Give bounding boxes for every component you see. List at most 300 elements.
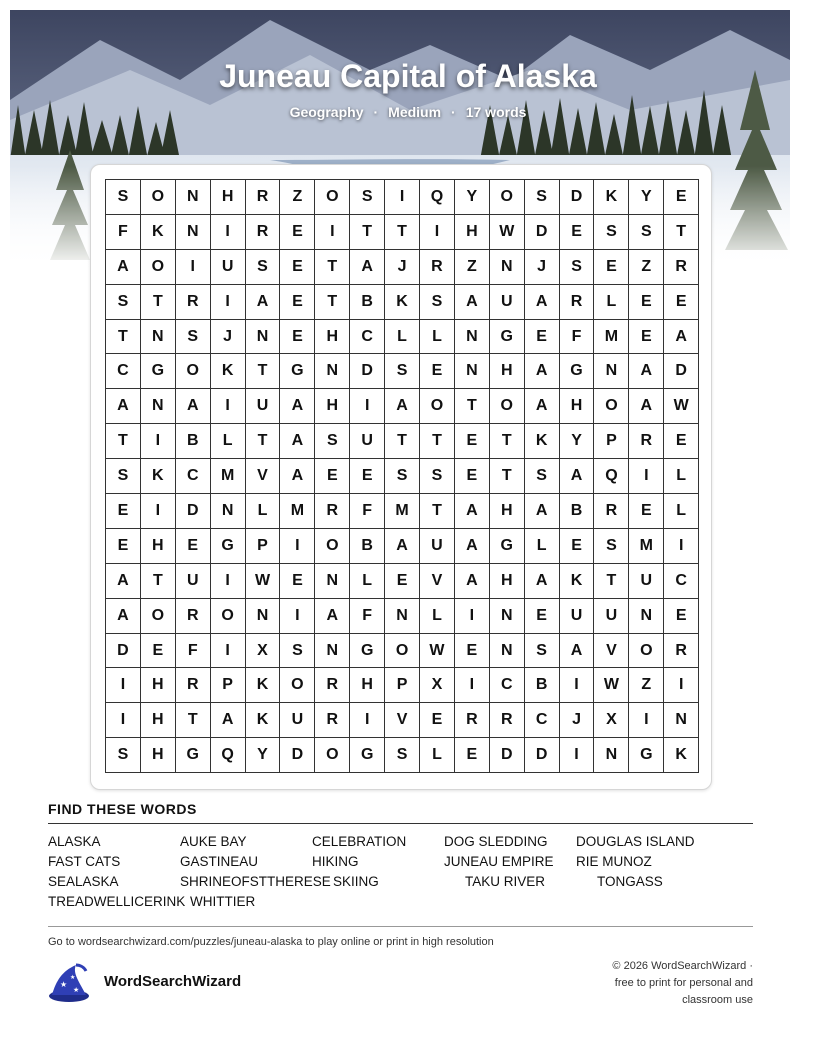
grid-cell[interactable]: C [350, 319, 385, 354]
grid-cell[interactable]: H [489, 563, 524, 598]
grid-cell[interactable]: R [629, 424, 664, 459]
grid-cell[interactable]: N [245, 319, 280, 354]
grid-cell[interactable]: T [385, 424, 420, 459]
grid-cell[interactable]: N [175, 180, 210, 215]
grid-cell[interactable]: R [315, 494, 350, 529]
grid-cell[interactable]: H [210, 180, 245, 215]
grid-cell[interactable]: C [489, 668, 524, 703]
grid-cell[interactable]: R [315, 668, 350, 703]
grid-cell[interactable]: N [385, 598, 420, 633]
grid-cell[interactable]: T [594, 563, 629, 598]
grid-cell[interactable]: N [664, 703, 699, 738]
grid-cell[interactable]: R [559, 284, 594, 319]
grid-cell[interactable]: V [420, 563, 455, 598]
grid-cell[interactable]: K [594, 180, 629, 215]
grid-cell[interactable]: G [489, 319, 524, 354]
grid-cell[interactable]: C [175, 459, 210, 494]
grid-cell[interactable]: A [175, 389, 210, 424]
grid-cell[interactable]: S [106, 284, 141, 319]
grid-cell[interactable]: H [140, 668, 175, 703]
grid-cell[interactable]: E [420, 354, 455, 389]
grid-cell[interactable]: E [420, 703, 455, 738]
grid-row [106, 249, 699, 284]
grid-cell[interactable]: R [420, 249, 455, 284]
grid-cell[interactable]: T [245, 354, 280, 389]
grid-cell[interactable]: T [140, 563, 175, 598]
grid-cell[interactable]: A [524, 494, 559, 529]
grid-cell[interactable]: A [350, 249, 385, 284]
grid-cell[interactable]: H [315, 389, 350, 424]
grid-cell[interactable]: S [280, 633, 315, 668]
grid-cell[interactable]: D [664, 354, 699, 389]
grid-cell[interactable]: L [385, 319, 420, 354]
grid-cell[interactable]: E [280, 563, 315, 598]
grid-cell[interactable]: M [594, 319, 629, 354]
grid-cell[interactable]: Q [420, 180, 455, 215]
grid-cell[interactable]: H [559, 389, 594, 424]
grid-cell[interactable]: N [140, 389, 175, 424]
grid-cell[interactable]: H [140, 703, 175, 738]
grid-cell[interactable]: D [559, 180, 594, 215]
grid-cell[interactable]: M [280, 494, 315, 529]
grid-cell[interactable]: H [140, 528, 175, 563]
grid-cell[interactable]: N [594, 354, 629, 389]
svg-text:★: ★ [60, 980, 68, 989]
grid-cell[interactable]: K [140, 214, 175, 249]
grid-cell[interactable]: W [664, 389, 699, 424]
grid-cell[interactable]: U [559, 598, 594, 633]
grid-cell[interactable]: K [664, 738, 699, 773]
grid-cell[interactable]: A [454, 284, 489, 319]
grid-cell[interactable]: T [420, 494, 455, 529]
grid-cell[interactable]: M [629, 528, 664, 563]
grid-cell[interactable]: R [664, 633, 699, 668]
grid-cell[interactable]: E [629, 284, 664, 319]
grid-cell[interactable]: W [594, 668, 629, 703]
grid-cell[interactable]: L [664, 494, 699, 529]
grid-cell[interactable]: K [210, 354, 245, 389]
grid-cell[interactable]: T [664, 214, 699, 249]
grid-cell[interactable]: E [664, 180, 699, 215]
grid-cell[interactable]: R [594, 494, 629, 529]
grid-cell[interactable]: G [350, 738, 385, 773]
grid-cell[interactable]: U [210, 249, 245, 284]
grid-cell[interactable]: F [175, 633, 210, 668]
grid-cell[interactable]: G [489, 528, 524, 563]
grid-cell[interactable]: B [559, 494, 594, 529]
grid-cell[interactable]: E [315, 459, 350, 494]
grid-cell[interactable]: B [524, 668, 559, 703]
grid-cell[interactable]: I [454, 668, 489, 703]
grid-cell[interactable]: J [210, 319, 245, 354]
grid-cell[interactable]: Z [454, 249, 489, 284]
grid-cell[interactable]: I [280, 528, 315, 563]
word-list-item: FAST CATS [48, 854, 121, 869]
grid-cell[interactable]: I [629, 703, 664, 738]
grid-cell[interactable]: A [280, 424, 315, 459]
grid-cell[interactable]: V [594, 633, 629, 668]
grid-cell[interactable]: W [420, 633, 455, 668]
puzzle-meta [0, 104, 816, 120]
grid-cell[interactable]: E [280, 249, 315, 284]
grid-cell[interactable]: D [524, 738, 559, 773]
grid-cell[interactable]: T [385, 214, 420, 249]
grid-cell[interactable]: P [385, 668, 420, 703]
grid-cell[interactable]: N [315, 633, 350, 668]
grid-cell[interactable]: C [664, 563, 699, 598]
grid-cell[interactable]: A [106, 598, 141, 633]
grid-cell[interactable]: O [175, 354, 210, 389]
grid-cell[interactable]: V [245, 459, 280, 494]
grid-cell[interactable]: G [350, 633, 385, 668]
grid-cell[interactable]: I [210, 284, 245, 319]
grid-cell[interactable]: S [524, 180, 559, 215]
grid-cell[interactable]: D [489, 738, 524, 773]
grid-cell[interactable]: S [594, 528, 629, 563]
grid-cell[interactable]: A [454, 563, 489, 598]
grid-cell[interactable]: E [280, 214, 315, 249]
grid-cell[interactable]: A [524, 389, 559, 424]
grid-cell[interactable]: U [175, 563, 210, 598]
grid-cell[interactable]: C [524, 703, 559, 738]
grid-cell[interactable]: N [315, 354, 350, 389]
grid-cell[interactable]: F [106, 214, 141, 249]
grid-cell[interactable]: I [140, 494, 175, 529]
grid-cell[interactable]: M [385, 494, 420, 529]
grid-cell[interactable]: E [454, 459, 489, 494]
grid-cell[interactable]: N [454, 354, 489, 389]
grid-cell[interactable]: D [350, 354, 385, 389]
grid-cell[interactable]: E [629, 494, 664, 529]
grid-cell[interactable]: S [175, 319, 210, 354]
grid-cell[interactable]: E [524, 319, 559, 354]
grid-cell[interactable]: E [454, 633, 489, 668]
grid-cell[interactable]: O [210, 598, 245, 633]
grid-cell[interactable]: I [140, 424, 175, 459]
grid-cell[interactable]: A [385, 389, 420, 424]
grid-cell[interactable]: T [140, 284, 175, 319]
grid-cell[interactable]: E [629, 319, 664, 354]
play-online-link[interactable]: Go to wordsearchwizard.com/puzzles/juneau-alaska to play online or print in high resolution [48, 936, 494, 948]
grid-cell[interactable]: E [664, 424, 699, 459]
grid-cell[interactable]: I [350, 703, 385, 738]
grid-cell[interactable]: S [524, 459, 559, 494]
grid-cell[interactable]: Y [629, 180, 664, 215]
grid-cell[interactable]: A [524, 284, 559, 319]
grid-cell[interactable]: J [385, 249, 420, 284]
grid-cell[interactable]: R [489, 703, 524, 738]
grid-cell[interactable]: S [315, 424, 350, 459]
grid-cell[interactable]: O [629, 633, 664, 668]
grid-cell[interactable]: I [106, 668, 141, 703]
grid-cell[interactable]: O [489, 180, 524, 215]
grid-cell[interactable]: I [175, 249, 210, 284]
grid-cell[interactable]: K [245, 668, 280, 703]
grid-cell[interactable]: W [489, 214, 524, 249]
grid-cell[interactable]: D [175, 494, 210, 529]
grid-cell[interactable]: S [524, 633, 559, 668]
grid-cell[interactable]: E [140, 633, 175, 668]
grid-cell[interactable]: I [315, 214, 350, 249]
grid-cell[interactable]: T [106, 424, 141, 459]
grid-cell[interactable]: I [350, 389, 385, 424]
grid-cell[interactable]: S [594, 214, 629, 249]
grid-cell[interactable]: P [210, 668, 245, 703]
grid-cell[interactable]: E [664, 284, 699, 319]
grid-cell[interactable]: E [385, 563, 420, 598]
grid-cell[interactable]: D [524, 214, 559, 249]
grid-cell[interactable]: I [280, 598, 315, 633]
grid-cell[interactable]: A [559, 633, 594, 668]
grid-cell[interactable]: B [350, 284, 385, 319]
grid-cell[interactable]: R [175, 668, 210, 703]
grid-cell[interactable]: S [106, 738, 141, 773]
grid-cell[interactable]: S [106, 459, 141, 494]
grid-cell[interactable]: S [559, 249, 594, 284]
grid-cell[interactable]: U [280, 703, 315, 738]
grid-cell[interactable]: A [629, 389, 664, 424]
grid-cell[interactable]: I [454, 598, 489, 633]
grid-cell[interactable]: E [106, 494, 141, 529]
grid-cell[interactable]: T [315, 284, 350, 319]
grid-cell[interactable]: E [524, 598, 559, 633]
grid-cell[interactable]: Q [210, 738, 245, 773]
grid-cell[interactable]: I [210, 633, 245, 668]
grid-cell[interactable]: Z [629, 668, 664, 703]
svg-text:★: ★ [73, 986, 80, 994]
grid-cell[interactable]: L [420, 598, 455, 633]
grid-cell[interactable]: J [559, 703, 594, 738]
grid-cell[interactable]: O [140, 180, 175, 215]
grid-cell[interactable]: R [664, 249, 699, 284]
grid-cell[interactable]: E [559, 528, 594, 563]
grid-row [106, 633, 699, 668]
grid-cell[interactable]: J [524, 249, 559, 284]
grid-cell[interactable]: N [210, 494, 245, 529]
word-list-item: SHRINEOFSTTHERESE [180, 874, 331, 889]
grid-cell[interactable]: G [175, 738, 210, 773]
grid-cell[interactable]: I [210, 214, 245, 249]
grid-cell[interactable]: T [106, 319, 141, 354]
grid-cell[interactable]: E [454, 424, 489, 459]
grid-cell[interactable]: L [664, 459, 699, 494]
grid-cell[interactable]: S [245, 249, 280, 284]
grid-cell[interactable]: B [350, 528, 385, 563]
grid-cell[interactable]: K [385, 284, 420, 319]
grid-cell[interactable]: R [245, 180, 280, 215]
grid-cell[interactable]: E [664, 598, 699, 633]
grid-cell[interactable]: O [420, 389, 455, 424]
grid-cell[interactable]: E [350, 459, 385, 494]
grid-cell[interactable]: M [210, 459, 245, 494]
grid-cell[interactable]: N [489, 249, 524, 284]
grid-cell[interactable]: E [280, 319, 315, 354]
grid-cell[interactable]: S [350, 180, 385, 215]
grid-cell[interactable]: B [175, 424, 210, 459]
grid-cell[interactable]: L [420, 738, 455, 773]
grid-cell[interactable]: A [454, 494, 489, 529]
grid-cell[interactable]: I [385, 180, 420, 215]
grid-cell[interactable]: O [140, 249, 175, 284]
grid-cell[interactable]: I [559, 668, 594, 703]
grid-cell[interactable]: O [385, 633, 420, 668]
grid-cell[interactable]: I [420, 214, 455, 249]
grid-cell[interactable]: A [106, 249, 141, 284]
grid-cell[interactable]: E [106, 528, 141, 563]
grid-cell[interactable]: L [210, 424, 245, 459]
grid-cell[interactable]: L [420, 319, 455, 354]
grid-cell[interactable]: N [489, 633, 524, 668]
grid-cell[interactable]: T [175, 703, 210, 738]
grid-cell[interactable]: S [385, 354, 420, 389]
grid-cell[interactable]: U [594, 598, 629, 633]
grid-cell[interactable]: H [454, 214, 489, 249]
grid-cell[interactable]: H [350, 668, 385, 703]
grid-cell[interactable]: A [315, 598, 350, 633]
grid-cell[interactable]: K [559, 563, 594, 598]
grid-cell[interactable]: T [489, 459, 524, 494]
grid-cell[interactable]: H [489, 354, 524, 389]
grid-cell[interactable]: O [315, 528, 350, 563]
grid-cell[interactable]: C [106, 354, 141, 389]
grid-cell[interactable]: U [629, 563, 664, 598]
grid-cell[interactable]: F [559, 319, 594, 354]
grid-cell[interactable]: T [454, 389, 489, 424]
grid-cell[interactable]: K [245, 703, 280, 738]
grid-cell[interactable]: E [594, 249, 629, 284]
grid-cell[interactable]: R [315, 703, 350, 738]
grid-cell[interactable]: N [594, 738, 629, 773]
grid-cell[interactable]: T [420, 424, 455, 459]
grid-cell[interactable]: S [629, 214, 664, 249]
grid-cell[interactable]: K [524, 424, 559, 459]
grid-cell[interactable]: O [315, 180, 350, 215]
grid-cell[interactable]: N [315, 563, 350, 598]
grid-cell[interactable]: G [140, 354, 175, 389]
grid-cell[interactable]: E [280, 284, 315, 319]
grid-cell[interactable]: S [106, 180, 141, 215]
grid-cell[interactable]: Q [594, 459, 629, 494]
grid-cell[interactable]: N [140, 319, 175, 354]
grid-cell[interactable]: O [280, 668, 315, 703]
grid-cell[interactable]: A [524, 354, 559, 389]
grid-cell[interactable]: P [245, 528, 280, 563]
grid-cell[interactable]: A [106, 563, 141, 598]
grid-cell[interactable]: F [350, 598, 385, 633]
grid-cell[interactable]: A [559, 459, 594, 494]
grid-cell[interactable]: O [315, 738, 350, 773]
grid-cell[interactable]: V [385, 703, 420, 738]
grid-cell[interactable]: S [420, 459, 455, 494]
grid-cell[interactable]: E [454, 738, 489, 773]
grid-cell[interactable]: L [594, 284, 629, 319]
grid-cell[interactable]: N [454, 319, 489, 354]
grid-cell[interactable]: I [664, 528, 699, 563]
grid-cell[interactable]: L [350, 563, 385, 598]
grid-cell[interactable]: A [524, 563, 559, 598]
grid-cell[interactable]: A [454, 528, 489, 563]
grid-cell[interactable]: T [245, 424, 280, 459]
grid-cell[interactable]: G [629, 738, 664, 773]
grid-cell[interactable]: N [245, 598, 280, 633]
grid-cell[interactable]: E [559, 214, 594, 249]
grid-cell[interactable]: T [350, 214, 385, 249]
grid-cell[interactable]: N [175, 214, 210, 249]
grid-cell[interactable]: O [489, 389, 524, 424]
grid-cell[interactable]: O [140, 598, 175, 633]
grid-cell[interactable]: P [594, 424, 629, 459]
grid-cell[interactable]: O [594, 389, 629, 424]
grid-cell[interactable]: I [106, 703, 141, 738]
grid-cell[interactable]: N [489, 598, 524, 633]
grid-cell[interactable]: L [245, 494, 280, 529]
grid-row [106, 284, 699, 319]
grid-cell[interactable]: G [559, 354, 594, 389]
grid-cell[interactable]: I [210, 563, 245, 598]
grid-cell[interactable]: T [489, 424, 524, 459]
grid-cell[interactable]: Y [559, 424, 594, 459]
grid-cell[interactable]: A [106, 389, 141, 424]
grid-cell[interactable]: I [210, 389, 245, 424]
grid-cell[interactable]: N [629, 598, 664, 633]
grid-cell[interactable]: D [280, 738, 315, 773]
grid-cell[interactable]: K [140, 459, 175, 494]
grid-cell[interactable]: I [629, 459, 664, 494]
grid-cell[interactable]: R [454, 703, 489, 738]
grid-row [106, 180, 699, 215]
grid-cell[interactable]: I [559, 738, 594, 773]
grid-cell[interactable]: X [245, 633, 280, 668]
grid-cell[interactable]: A [629, 354, 664, 389]
grid-cell[interactable]: L [524, 528, 559, 563]
grid-cell[interactable]: I [664, 668, 699, 703]
grid-cell[interactable]: A [210, 703, 245, 738]
grid-cell[interactable]: A [245, 284, 280, 319]
grid-cell[interactable]: Y [454, 180, 489, 215]
grid-cell[interactable]: X [594, 703, 629, 738]
grid-cell[interactable]: G [280, 354, 315, 389]
grid-cell[interactable]: G [210, 528, 245, 563]
grid-cell[interactable]: U [420, 528, 455, 563]
grid-cell[interactable]: W [245, 563, 280, 598]
grid-cell[interactable]: E [175, 528, 210, 563]
grid-cell[interactable]: U [489, 284, 524, 319]
grid-cell[interactable]: F [350, 494, 385, 529]
grid-cell[interactable]: Z [280, 180, 315, 215]
grid-cell[interactable]: U [350, 424, 385, 459]
grid-cell[interactable]: A [280, 459, 315, 494]
grid-row [106, 354, 699, 389]
grid-cell[interactable]: H [140, 738, 175, 773]
grid-cell[interactable]: A [385, 528, 420, 563]
grid-cell[interactable]: H [489, 494, 524, 529]
grid-cell[interactable]: U [245, 389, 280, 424]
grid-cell[interactable]: S [385, 738, 420, 773]
grid-cell[interactable]: S [420, 284, 455, 319]
grid-cell[interactable]: Y [245, 738, 280, 773]
grid-cell[interactable]: R [245, 214, 280, 249]
grid-cell[interactable]: D [106, 633, 141, 668]
grid-cell[interactable]: A [280, 389, 315, 424]
grid-cell[interactable]: S [385, 459, 420, 494]
grid-cell[interactable]: R [175, 598, 210, 633]
grid-cell[interactable]: H [315, 319, 350, 354]
grid-cell[interactable]: Z [629, 249, 664, 284]
grid-cell[interactable]: T [315, 249, 350, 284]
grid-cell[interactable]: A [664, 319, 699, 354]
grid-cell[interactable]: R [175, 284, 210, 319]
grid-cell[interactable]: X [420, 668, 455, 703]
